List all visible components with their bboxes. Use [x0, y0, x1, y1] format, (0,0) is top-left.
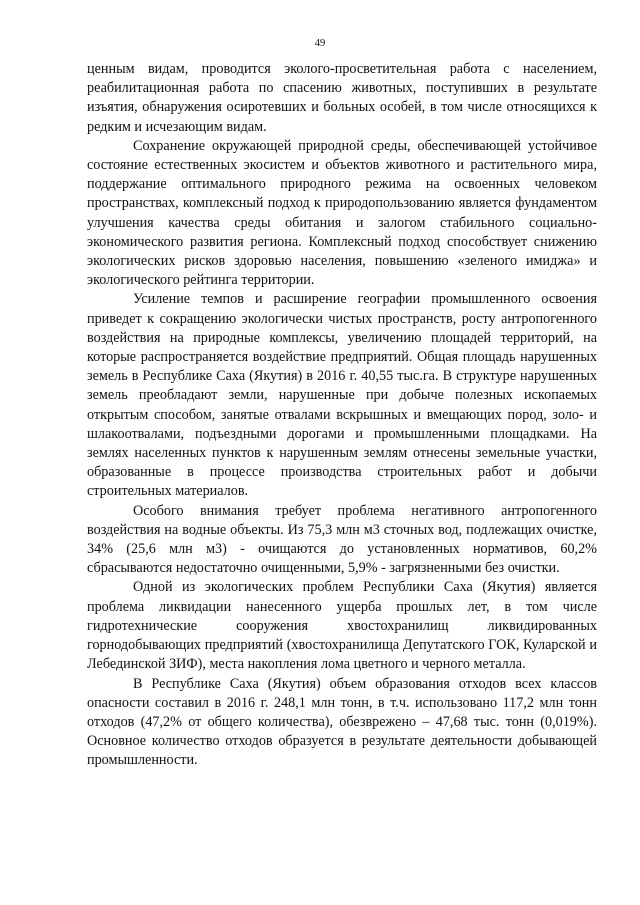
paragraph-2: Сохранение окружающей природной среды, обеспечивающей устойчивое состояние естественных экосистем и объектов животного и растительного мира, поддержание оптимального природного режима на освоенных человеком пространствах, комплексный подход к природопользованию является фундаментом улучшения качества среды обитания и залогом стабильного социально-экономического развития региона. Комплексный подход способствует снижению экологических рисков здоровью населения, повышению «зеленого имиджа» и экологического рейтинга территории. [87, 137, 597, 289]
paragraph-1: ценным видам, проводится эколого-просветительная работа с населением, реабилитационная работа по спасению животных, поступивших в результате изъятия, обнаружения осиротевших и больных особей, в том числе относящихся к редким и исчезающим видам. [87, 61, 597, 135]
page-number: 49 [314, 38, 326, 49]
document-body [87, 60, 597, 771]
paragraph-4: Особого внимания требует проблема негативного антропогенного воздействия на водные объекты. Из 75,3 млн м3 сточных вод, подлежащих очистке, 34% (25,6 млн м3) - очищаются до установленных нормативов, 60,2% сбрасываются недостаточно очищенными, 5,9% - загрязненными без очистки. [87, 502, 597, 577]
paragraph-6: В Республике Саха (Якутия) объем образования отходов всех классов опасности составил в 2016 г. 248,1 млн тонн, в т.ч. использовано 117,2 млн тонн отходов (47,2% от общего количества), обезврежено – 47,68 тыс. тонн (0,019%). Основное количество отходов образуется в результате деятельности добывающей промышленности. [87, 675, 597, 769]
paragraph-3: Усиление темпов и расширение географии промышленного освоения приведет к сокращению экологически чистых пространств, росту антропогенного воздействия на природные комплексы, увеличению площадей территорий, на которые распространяется воздействие предприятий. Общая площадь нарушенных земель в Республике Саха (Якутия) в 2016 г. 40,55 тыс.га. В структуре нарушенных земель преобладают земли, нарушенные при добыче полезных ископаемых открытым способом, занятые отвалами вскрышных и вмещающих пород, золо- и шлакоотвалами, подъездными дорогами и промышленными площадками. На землях населенных пунктов к нарушенным землям отнесены земельные участки, образованные в процессе производства строительных работ и добычи строительных материалов. [87, 291, 597, 500]
paragraph-5: Одной из экологических проблем Республики Саха (Якутия) является проблема ликвидации нанесенного ущерба прошлых лет, в том числе гидротехнические сооружения хвостохранилищ ликвидированных горнодобывающих предприятий (хвостохранилища Депутатского ГОК, Куларской и Лебединской ЗИФ), места накопления лома цветного и черного металла. [87, 579, 597, 673]
